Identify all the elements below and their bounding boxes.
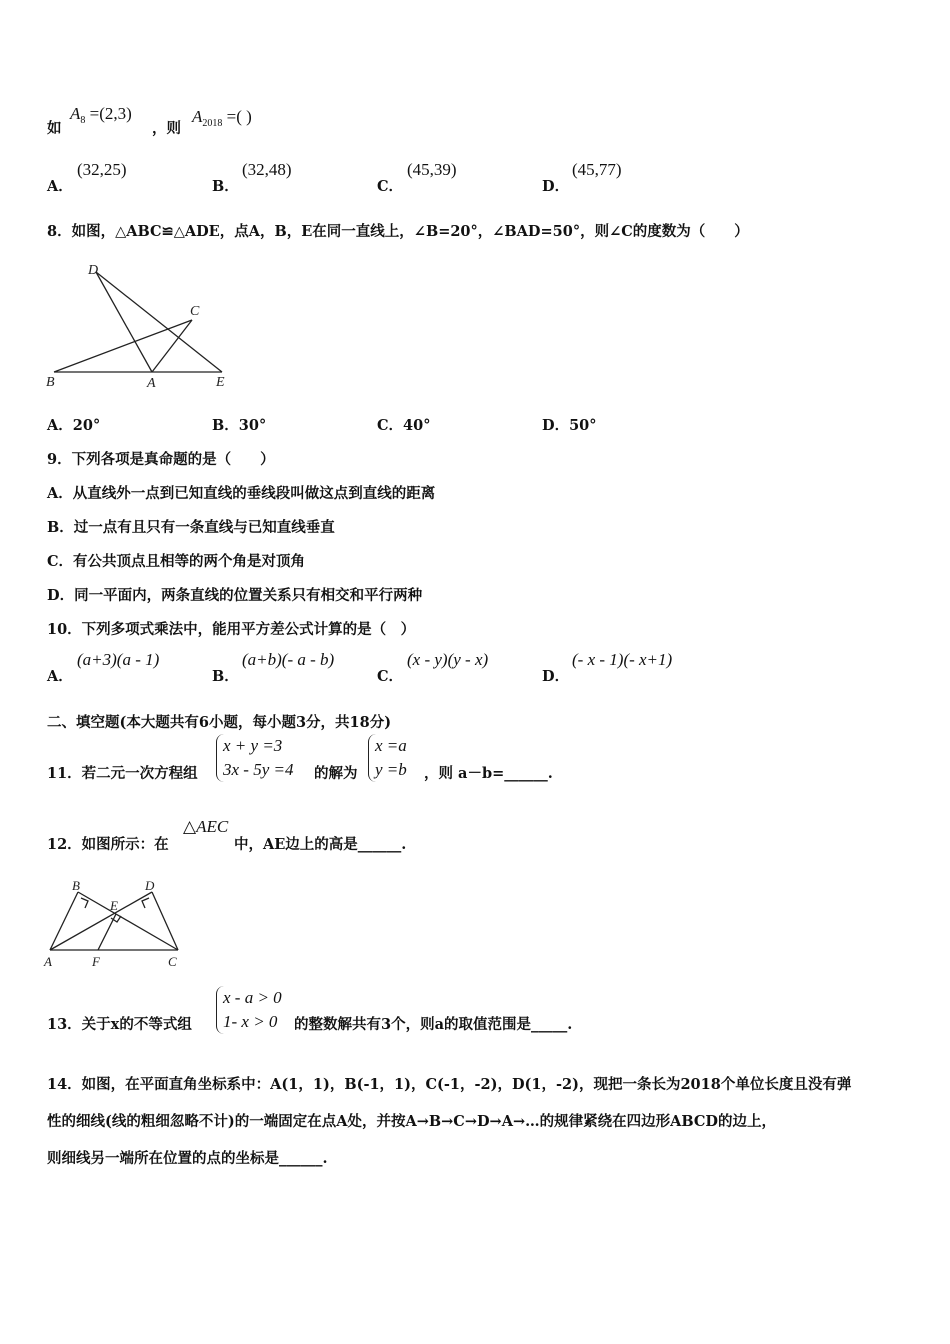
q12-label-b: B bbox=[72, 878, 80, 893]
q9-option-b: B．过一点有且只有一条直线与已知直线垂直 bbox=[47, 519, 335, 536]
q7-option-b-value: (32,48) bbox=[242, 160, 292, 179]
q13-inequality-system bbox=[216, 986, 282, 1034]
q12-label-c: C bbox=[168, 954, 177, 969]
q7-ask-expr bbox=[192, 107, 252, 127]
q8-option-b: B．30° bbox=[212, 417, 267, 434]
q8-line-de bbox=[96, 272, 222, 372]
q13-suffix: 的整数解共有3个，则a的取值范围是_____. bbox=[294, 1016, 573, 1033]
q8-label-c: C bbox=[190, 304, 200, 319]
q12-right-angle-b bbox=[81, 898, 88, 908]
q7-mid: ，则 bbox=[152, 120, 181, 137]
q11-sol2: y =b bbox=[375, 760, 407, 779]
q11-eq2: 3x - 5y =4 bbox=[223, 760, 294, 779]
q13-ineq1: x - a > 0 bbox=[223, 988, 282, 1007]
q12-label-e: E bbox=[110, 898, 118, 913]
q12-line-da bbox=[50, 892, 152, 950]
q7-ask-name: A bbox=[192, 107, 203, 126]
q13-prefix: 13．关于x的不等式组 bbox=[47, 1016, 192, 1033]
q8-label-a: A bbox=[147, 376, 156, 391]
q8-option-d: D．50° bbox=[542, 417, 597, 434]
q9-option-a: A．从直线外一点到已知直线的垂线段叫做这点到直线的距离 bbox=[47, 485, 436, 502]
q8-label-b: B bbox=[46, 375, 55, 390]
q7-option-c-value: (45,39) bbox=[407, 160, 457, 179]
q9-option-c: C．有公共顶点且相等的两个角是对顶角 bbox=[47, 553, 306, 570]
q7-ask-val: =( ) bbox=[222, 107, 252, 126]
q10-option-b-letter: B． bbox=[212, 668, 239, 685]
q12-prefix: 12．如图所示：在 bbox=[47, 836, 169, 853]
q7-option-a-value: (32,25) bbox=[77, 160, 127, 179]
q10-option-a-letter: A． bbox=[47, 668, 73, 685]
q12-figure bbox=[42, 878, 192, 973]
q8-option-c: C．40° bbox=[377, 417, 431, 434]
q12-label-f: F bbox=[92, 954, 100, 969]
q8-label-d: D bbox=[88, 263, 99, 278]
q11-prefix: 11．若二元一次方程组 bbox=[47, 765, 198, 782]
q7-option-c-letter: C． bbox=[377, 178, 404, 195]
q11-equation-system bbox=[216, 734, 293, 782]
q7-option-a-letter: A． bbox=[47, 178, 73, 195]
q12-line-bc bbox=[78, 892, 178, 950]
q11-eq1: x + y =3 bbox=[223, 736, 283, 755]
q9-option-d: D．同一平面内，两条直线的位置关系只有相交和平行两种 bbox=[47, 587, 423, 604]
q7-option-b-letter: B． bbox=[212, 178, 239, 195]
q10-option-c-letter: C． bbox=[377, 668, 404, 685]
q7-prefix: 如 bbox=[47, 120, 62, 137]
q11-mid: 的解为 bbox=[314, 765, 358, 782]
q12-label-d: D bbox=[145, 878, 155, 893]
q10-option-b-value: (a+b)(- a - b) bbox=[242, 650, 335, 669]
q10-option-a-value: (a+3)(a - 1) bbox=[77, 650, 160, 669]
q11-suffix: ，则 a－b=______. bbox=[424, 765, 553, 782]
q7-given-sub: 8 bbox=[80, 115, 86, 126]
q8-option-a: A．20° bbox=[47, 417, 101, 434]
q8-label-e: E bbox=[216, 375, 225, 390]
q11-solution-system bbox=[368, 734, 407, 782]
q10-stem: 10．下列多项式乘法中，能用平方差公式计算的是（ ） bbox=[47, 621, 416, 638]
q9-stem: 9．下列各项是真命题的是（ ） bbox=[47, 451, 275, 468]
q7-option-d-letter: D． bbox=[542, 178, 570, 195]
q14-line1: 14．如图，在平面直角坐标系中：A(1，1)，B(-1，1)，C(-1，-2)，D(1，-2)，现把一条长为2018个单位长度且没有弹 bbox=[47, 1076, 852, 1093]
q14-line3: 则细线另一端所在位置的点的坐标是______. bbox=[47, 1150, 328, 1167]
q8-line-da bbox=[96, 272, 152, 372]
q10-option-d-letter: D． bbox=[542, 668, 570, 685]
q7-given-expr bbox=[70, 104, 132, 124]
q8-figure bbox=[44, 260, 244, 395]
q12-triangle: △AEC bbox=[183, 817, 229, 836]
q10-option-c-value: (x - y)(y - x) bbox=[407, 650, 489, 669]
q14-line2: 性的细线(线的粗细忽略不计)的一端固定在点A处，并按A→B→C→D→A→…的规律紧绕在四边形ABCD的边上， bbox=[47, 1113, 776, 1130]
q8-stem: 8．如图，△ABC≌△ADE，点A，B，E在同一直线上，∠B=20°，∠BAD=50°，则∠C的度数为（ ） bbox=[47, 223, 749, 240]
q12-label-a: A bbox=[44, 954, 52, 969]
q10-option-d-value: (- x - 1)(- x+1) bbox=[572, 650, 673, 669]
q13-ineq2: 1- x > 0 bbox=[223, 1012, 278, 1031]
q7-given-val: =(2,3) bbox=[85, 104, 132, 123]
q12-suffix: 中，AE边上的高是______. bbox=[234, 836, 407, 853]
q12-line-cd bbox=[152, 892, 178, 950]
q7-option-d-value: (45,77) bbox=[572, 160, 622, 179]
q11-sol1: x =a bbox=[375, 736, 407, 755]
q7-given-name: A bbox=[70, 104, 81, 123]
q7-ask-sub: 2018 bbox=[202, 118, 223, 129]
q12-right-angle-d bbox=[142, 898, 149, 908]
section2-heading: 二、填空题(本大题共有6小题，每小题3分，共18分) bbox=[47, 714, 392, 731]
